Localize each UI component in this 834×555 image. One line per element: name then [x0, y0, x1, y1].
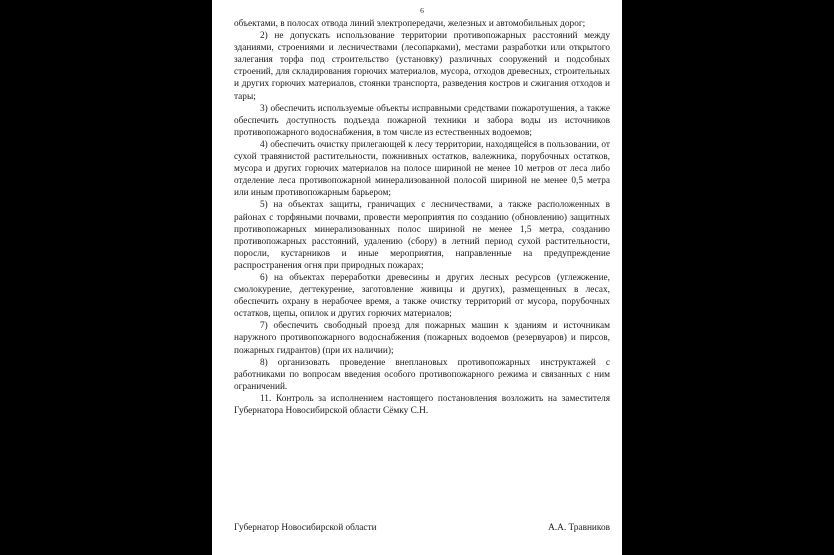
document-body	[234, 18, 610, 417]
paragraph-item-6: 6) на объектах переработки древесины и других лесных ресурсов (углежжение, смолокурение, дегтекурение, заготовление живицы и других), размещенных в лесах, обеспечить охрану в нерабочее время, а также очистку территорий от мусора, порубочных остатков, щепы, опилок и других горючих материалов;	[234, 272, 610, 320]
signature-position: Губернатор Новосибирской области	[234, 523, 377, 533]
paragraph-clause-11: 11. Контроль за исполнением настоящего постановления возложить на заместителя Губернатора Новосибирской области Сёмку С.Н.	[234, 393, 610, 416]
paragraph-item-8: 8) организовать проведение внеплановых противопожарных инструктажей с работниками по вопросам введения особого противопожарного режима и связанных с ним ограничений.	[234, 357, 610, 392]
paragraph-item-4: 4) обеспечить очистку прилегающей к лесу территории, находящейся в пользовании, от сухой травянистой растительности, пожнивных остатков, валежника, порубочных остатков, мусора и других горючих материалов на полосе шириной не менее 10 метров от леса либо отделение леса противопожарной минерализованной полосой шириной не менее 0,5 метра или иным противопожарным барьером;	[234, 139, 610, 199]
paragraph-item-5: 5) на объектах защиты, граничащих с лесничествами, а также расположенных в районах с торфяными почвами, провести мероприятия по созданию (обновлению) защитных противопожарных минерализованных полос шириной не менее 1,5 метра, созданию противопожарных расстояний, удалению (сбору) в летний период сухой растительности, поросли, кустарников и иные мероприятия, направленные на предупреждение распространения огня при природных пожарах;	[234, 200, 610, 271]
paragraph-item-3: 3) обеспечить используемые объекты исправными средствами пожаротушения, а также обеспечить доступность подъезда пожарной техники и забора воды из источников противопожарного водоснабжения, в том числе из естественных водоемов;	[234, 103, 610, 138]
page-number: 6	[420, 6, 424, 15]
document-page	[212, 0, 622, 555]
signature-block	[234, 522, 610, 534]
signature-name: А.А. Травников	[548, 523, 610, 533]
paragraph-item-7: 7) обеспечить свободный проезд для пожарных машин к зданиям и источникам наружного противопожарного водоснабжения (пожарных водоемов (резервуаров) и пирсов, пожарных гидрантов) (при их наличии);	[234, 321, 610, 356]
paragraph-continuation: объектами, в полосах отвода линий электропередачи, железных и автомобильных дорог;	[234, 19, 586, 29]
paragraph-item-2: 2) не допускать использование территории противопожарных расстояний между зданиями, строениями и лесничествами (лесопарками), местами разработки или открытого залегания торфа под строительство (установку) различных сооружений и подсобных строений, для складирования горючих материалов, мусора, отходов древесных, строительных и других горючих материалов, стоянки транспорта, разведения костров и сжигания отходов и тары;	[234, 31, 610, 102]
